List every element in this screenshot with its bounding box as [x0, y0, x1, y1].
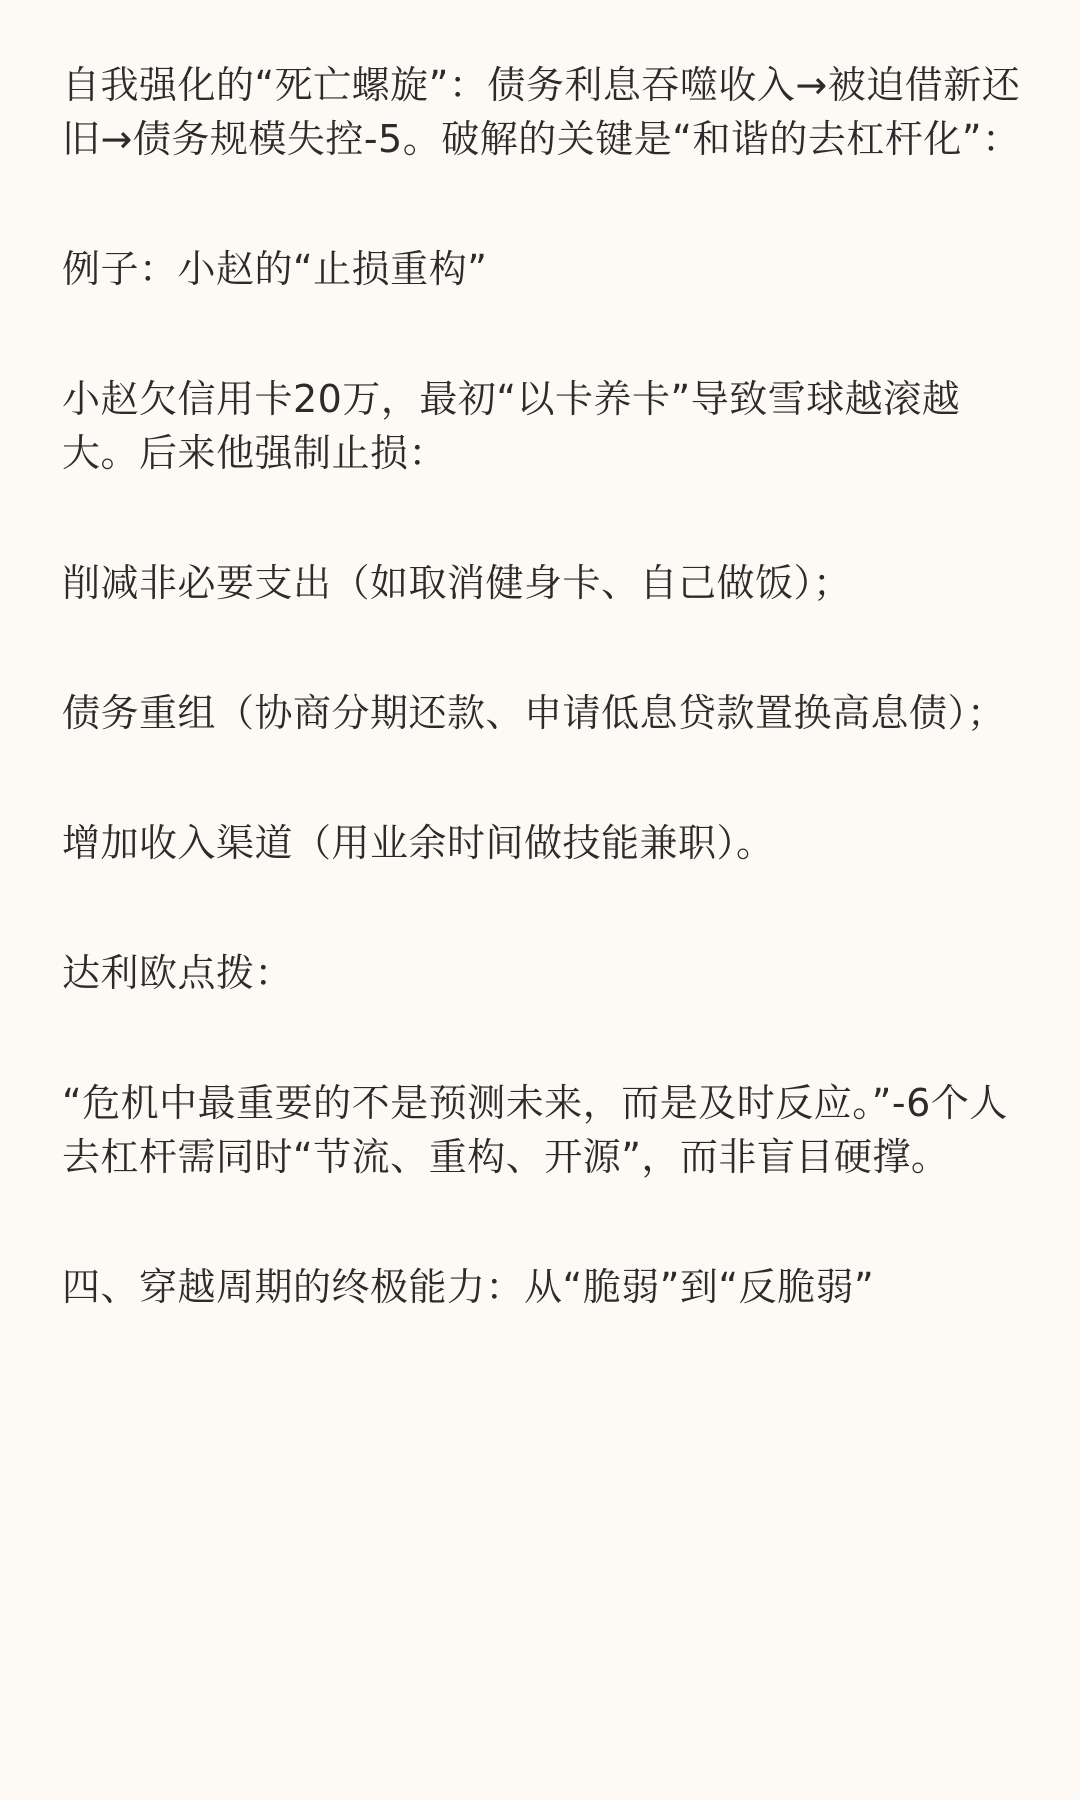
paragraph-increase-income: 增加收入渠道（用业余时间做技能兼职）。	[62, 821, 775, 865]
paragraph-dalio-quote: “危机中最重要的不是预测未来，而是及时反应。”-6个人去杠杆需同时“节流、重构、开源”，而非盲目硬撑。	[62, 1081, 1008, 1179]
paragraph-debt-restructure: 债务重组（协商分期还款、申请低息贷款置换高息债）；	[62, 691, 1006, 735]
paragraph-death-spiral: 自我强化的“死亡螺旋”：债务利息吞噬收入→被迫借新还旧→债务规模失控-5。破解的关键是“和谐的去杠杆化”：	[62, 63, 1021, 161]
section-heading-antifragile: 四、穿越周期的终极能力：从“脆弱”到“反脆弱”	[62, 1265, 875, 1309]
article-body	[62, 58, 1022, 1314]
paragraph-example-intro: 小赵欠信用卡20万，最初“以卡养卡”导致雪球越滚越大。后来他强制止损：	[62, 377, 961, 475]
paragraph-cut-spending: 削减非必要支出（如取消健身卡、自己做饭）；	[62, 561, 852, 605]
paragraph-dalio-tip: 达利欧点拨：	[62, 951, 294, 995]
paragraph-example-title: 例子：小赵的“止损重构”	[62, 247, 488, 291]
